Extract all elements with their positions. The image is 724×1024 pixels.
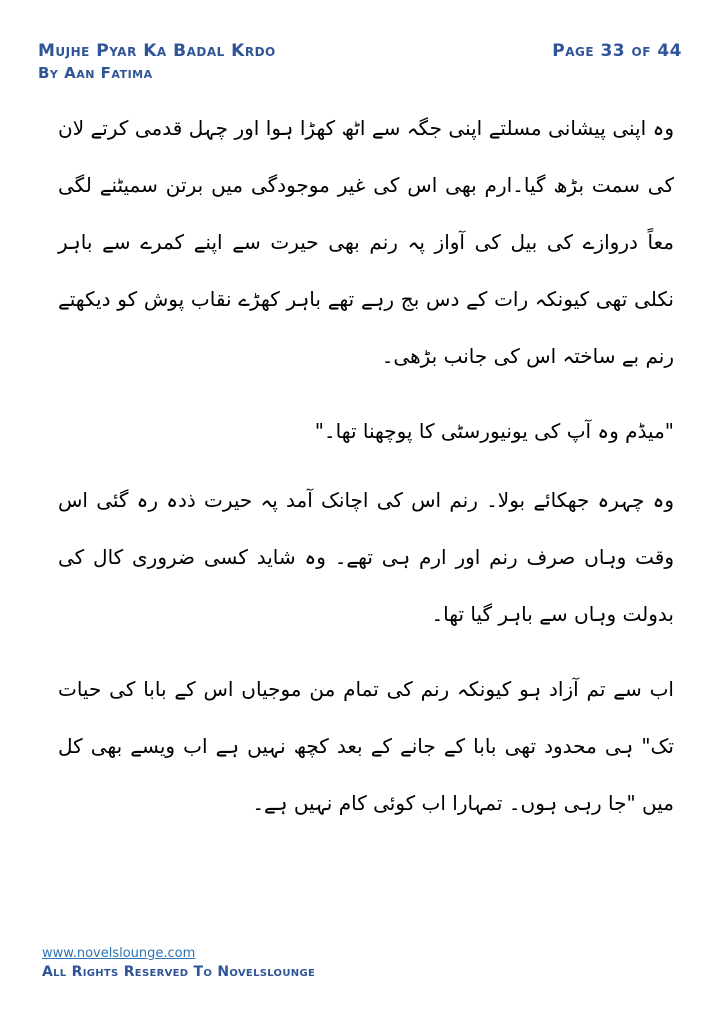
- page-number: Page 33 of 44: [552, 41, 682, 61]
- author-name: By Aan Fatima: [38, 64, 153, 82]
- paragraph-3: وہ چہرہ جھکائے بولا۔ رنم اس کی اچانک آمد پہ حیرت ذدہ رہ گئی اس وقت وہاں صرف رنم اور ارم ہی تھے۔ وہ شاید کسی ضروری کال کی بدولت وہاں سے باہر گیا تھا۔: [58, 488, 674, 626]
- paragraph-1: وہ اپنی پیشانی مسلتے اپنی جگہ سے اٹھ کھڑا ہوا اور چہل قدمی کرتے لان کی سمت بڑھ گیا۔ارم بھی اس کی غیر موجودگی میں برتن سمیٹنے لگی معاً دروازے کی بیل کی آواز پہ رنم بھی حیرت سے اپنے کمرے سے باہر نکلی تھی کیونکہ رات کے دس بج رہے تھے باہر کھڑے نقاب پوش کو دیکھتے رنم بے ساختہ اس کی جانب بڑھی۔: [58, 116, 674, 368]
- document-header: [38, 40, 276, 84]
- paragraph-4-dialogue: اب سے تم آزاد ہو کیونکہ رنم کی تمام من موجیاں اس کے بابا کی حیات تک" ہی محدود تھی بابا کے جانے کے بعد کچھ نہیں ہے اب ویسے بھی کل میں "جا رہی ہوں۔ تمہارا اب کوئی کام نہیں ہے۔: [58, 677, 674, 815]
- novel-title: Mujhe Pyar Ka Badal Krdo: [38, 41, 276, 61]
- copyright-notice: All Rights Reserved To Novelslounge: [42, 964, 316, 980]
- website-link[interactable]: www.novelslounge.com: [42, 946, 196, 961]
- document-body: [58, 100, 674, 850]
- document-footer: [42, 945, 315, 982]
- paragraph-2-dialogue: "میڈم وہ آپ کی یونیورسٹی کا پوچھنا تھا۔": [314, 419, 674, 443]
